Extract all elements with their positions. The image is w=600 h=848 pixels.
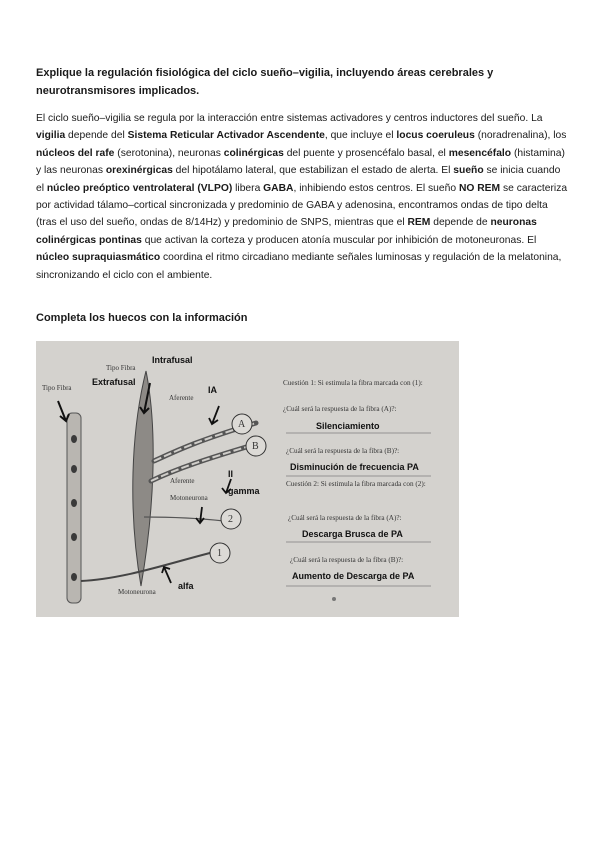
circle-b-label: B xyxy=(252,441,259,452)
muscle-spindle-figure xyxy=(36,341,459,617)
label-aferente-2: Aferente xyxy=(170,477,195,485)
answer-gamma: gamma xyxy=(228,486,260,496)
answer-text: se inicia cuando el xyxy=(36,165,561,194)
bold-term: colinérgicas xyxy=(223,147,284,159)
answer-text: del puente y prosencéfalo basal, el xyxy=(283,147,449,159)
answer-paragraph xyxy=(36,110,568,284)
circle-a-label: A xyxy=(238,419,246,430)
answer-2b: Aumento de Descarga de PA xyxy=(292,571,415,581)
answer-text: (histamina) y las neuronas xyxy=(36,147,565,177)
answer-1a: Silenciamiento xyxy=(316,421,380,431)
bold-term: núcleo preóptico ventrolateral (VLPO) xyxy=(46,182,233,194)
bold-term: núcleos del rafe xyxy=(36,147,115,159)
extrafusal-nucleus xyxy=(71,573,77,581)
answer-text: libera xyxy=(232,182,264,194)
label-motoneurona-1: Motoneurona xyxy=(170,494,208,502)
answer-text: que activan la corteza y producen atonía muscular por inhibición de motoneuronas. El xyxy=(141,234,537,246)
answer-text: (serotonina), neuronas xyxy=(114,147,224,159)
question-2-text: Cuestión 2: Si estimula la fibra marcada con (2): xyxy=(286,480,426,488)
bold-term: REM xyxy=(407,217,431,229)
bold-term: orexinérgicas xyxy=(105,165,173,177)
circle-2-label: 2 xyxy=(228,514,233,525)
answer-extrafusal: Extrafusal xyxy=(92,377,136,387)
answer-1b: Disminución de frecuencia PA xyxy=(290,462,419,472)
answer-text: (noradrenalina), los xyxy=(474,130,567,142)
answer-ii: II xyxy=(228,469,234,479)
intrafusal-spindle xyxy=(133,371,153,586)
bold-term: NO REM xyxy=(458,182,501,194)
extrafusal-nucleus xyxy=(71,533,77,541)
answer-text: , inhibiendo estos centros. El sueño xyxy=(293,182,459,194)
answer-text: depende de xyxy=(430,217,491,229)
answer-text: depende del xyxy=(65,130,128,142)
answer-2a: Descarga Brusca de PA xyxy=(302,529,403,539)
extrafusal-nucleus xyxy=(71,465,77,473)
label-tipo-fibra-1: Tipo Fibra xyxy=(106,364,136,372)
answer-text: coordina el ritmo circadiano mediante señales luminosas y regulación de la melatonina, sincronizando el ciclo con el ambiente. xyxy=(36,252,562,281)
label-tipo-fibra-2: Tipo Fibra xyxy=(42,384,72,392)
bold-term: núcleo supraquiasmático xyxy=(36,252,161,264)
extrafusal-nucleus xyxy=(71,499,77,507)
arrow-gamma-icon xyxy=(196,507,204,523)
bold-term: neuronas colinérgicas pontinas xyxy=(36,217,537,246)
label-motoneurona-2: Motoneurona xyxy=(118,588,156,596)
question-heading: Explique la regulación fisiológica del ciclo sueño–vigilia, incluyendo áreas cerebrales y neurotransmisores implicados. xyxy=(36,67,494,97)
arrow-extrafusal-icon xyxy=(58,401,69,421)
question-1a-text: ¿Cuál será la respuesta de la fibra (A)?: xyxy=(283,405,397,413)
answer-alfa: alfa xyxy=(178,581,194,591)
bold-term: GABA xyxy=(263,182,294,194)
question-1b-text: ¿Cuál será la respuesta de la fibra (B)?: xyxy=(286,447,400,455)
question-2a-text: ¿Cuál será la respuesta de la fibra (A)?: xyxy=(288,514,402,522)
circle-1-label: 1 xyxy=(217,548,222,559)
answer-text: , que incluye el xyxy=(324,130,397,142)
arrow-alfa-icon xyxy=(162,567,171,583)
gamma-motoneuron-fiber xyxy=(144,517,224,521)
label-aferente-1: Aferente xyxy=(169,394,194,402)
bold-term: sueño xyxy=(453,165,484,177)
answer-ia: IA xyxy=(208,385,217,395)
bold-term: locus coeruleus xyxy=(396,130,475,142)
question-2b-text: ¿Cuál será la respuesta de la fibra (B)?: xyxy=(290,556,404,564)
alfa-motoneuron-fiber xyxy=(81,551,218,581)
fill-in-heading: Completa los huecos con la información xyxy=(36,312,248,324)
answer-text: del hipotálamo lateral, que estabilizan el estado de alerta. El xyxy=(172,165,454,177)
answer-text: El ciclo sueño–vigilia se regula por la interacción entre sistemas activadores y centros inductores del sueño. La xyxy=(36,113,543,124)
extrafusal-nucleus xyxy=(71,435,77,443)
arrow-ia-icon xyxy=(209,406,219,424)
answer-text: se caracteriza por actividad tálamo–cortical sincronizada y predominio de GABA y adenosina, encontramos ondas de tipo delta (tras el uso del sueño, ondas de 8/14Hz) y predominio de SNPS, mientras que el xyxy=(36,182,568,229)
bold-term: Sistema Reticular Activador Ascendente xyxy=(127,130,325,142)
question-1-text: Cuestión 1: Si estimula la fibra marcada con (1): xyxy=(283,379,423,387)
bold-term: mesencéfalo xyxy=(448,147,512,159)
answer-intrafusal: Intrafusal xyxy=(152,355,193,365)
pencil-mark xyxy=(332,597,336,601)
bold-term: vigilia xyxy=(36,130,66,142)
